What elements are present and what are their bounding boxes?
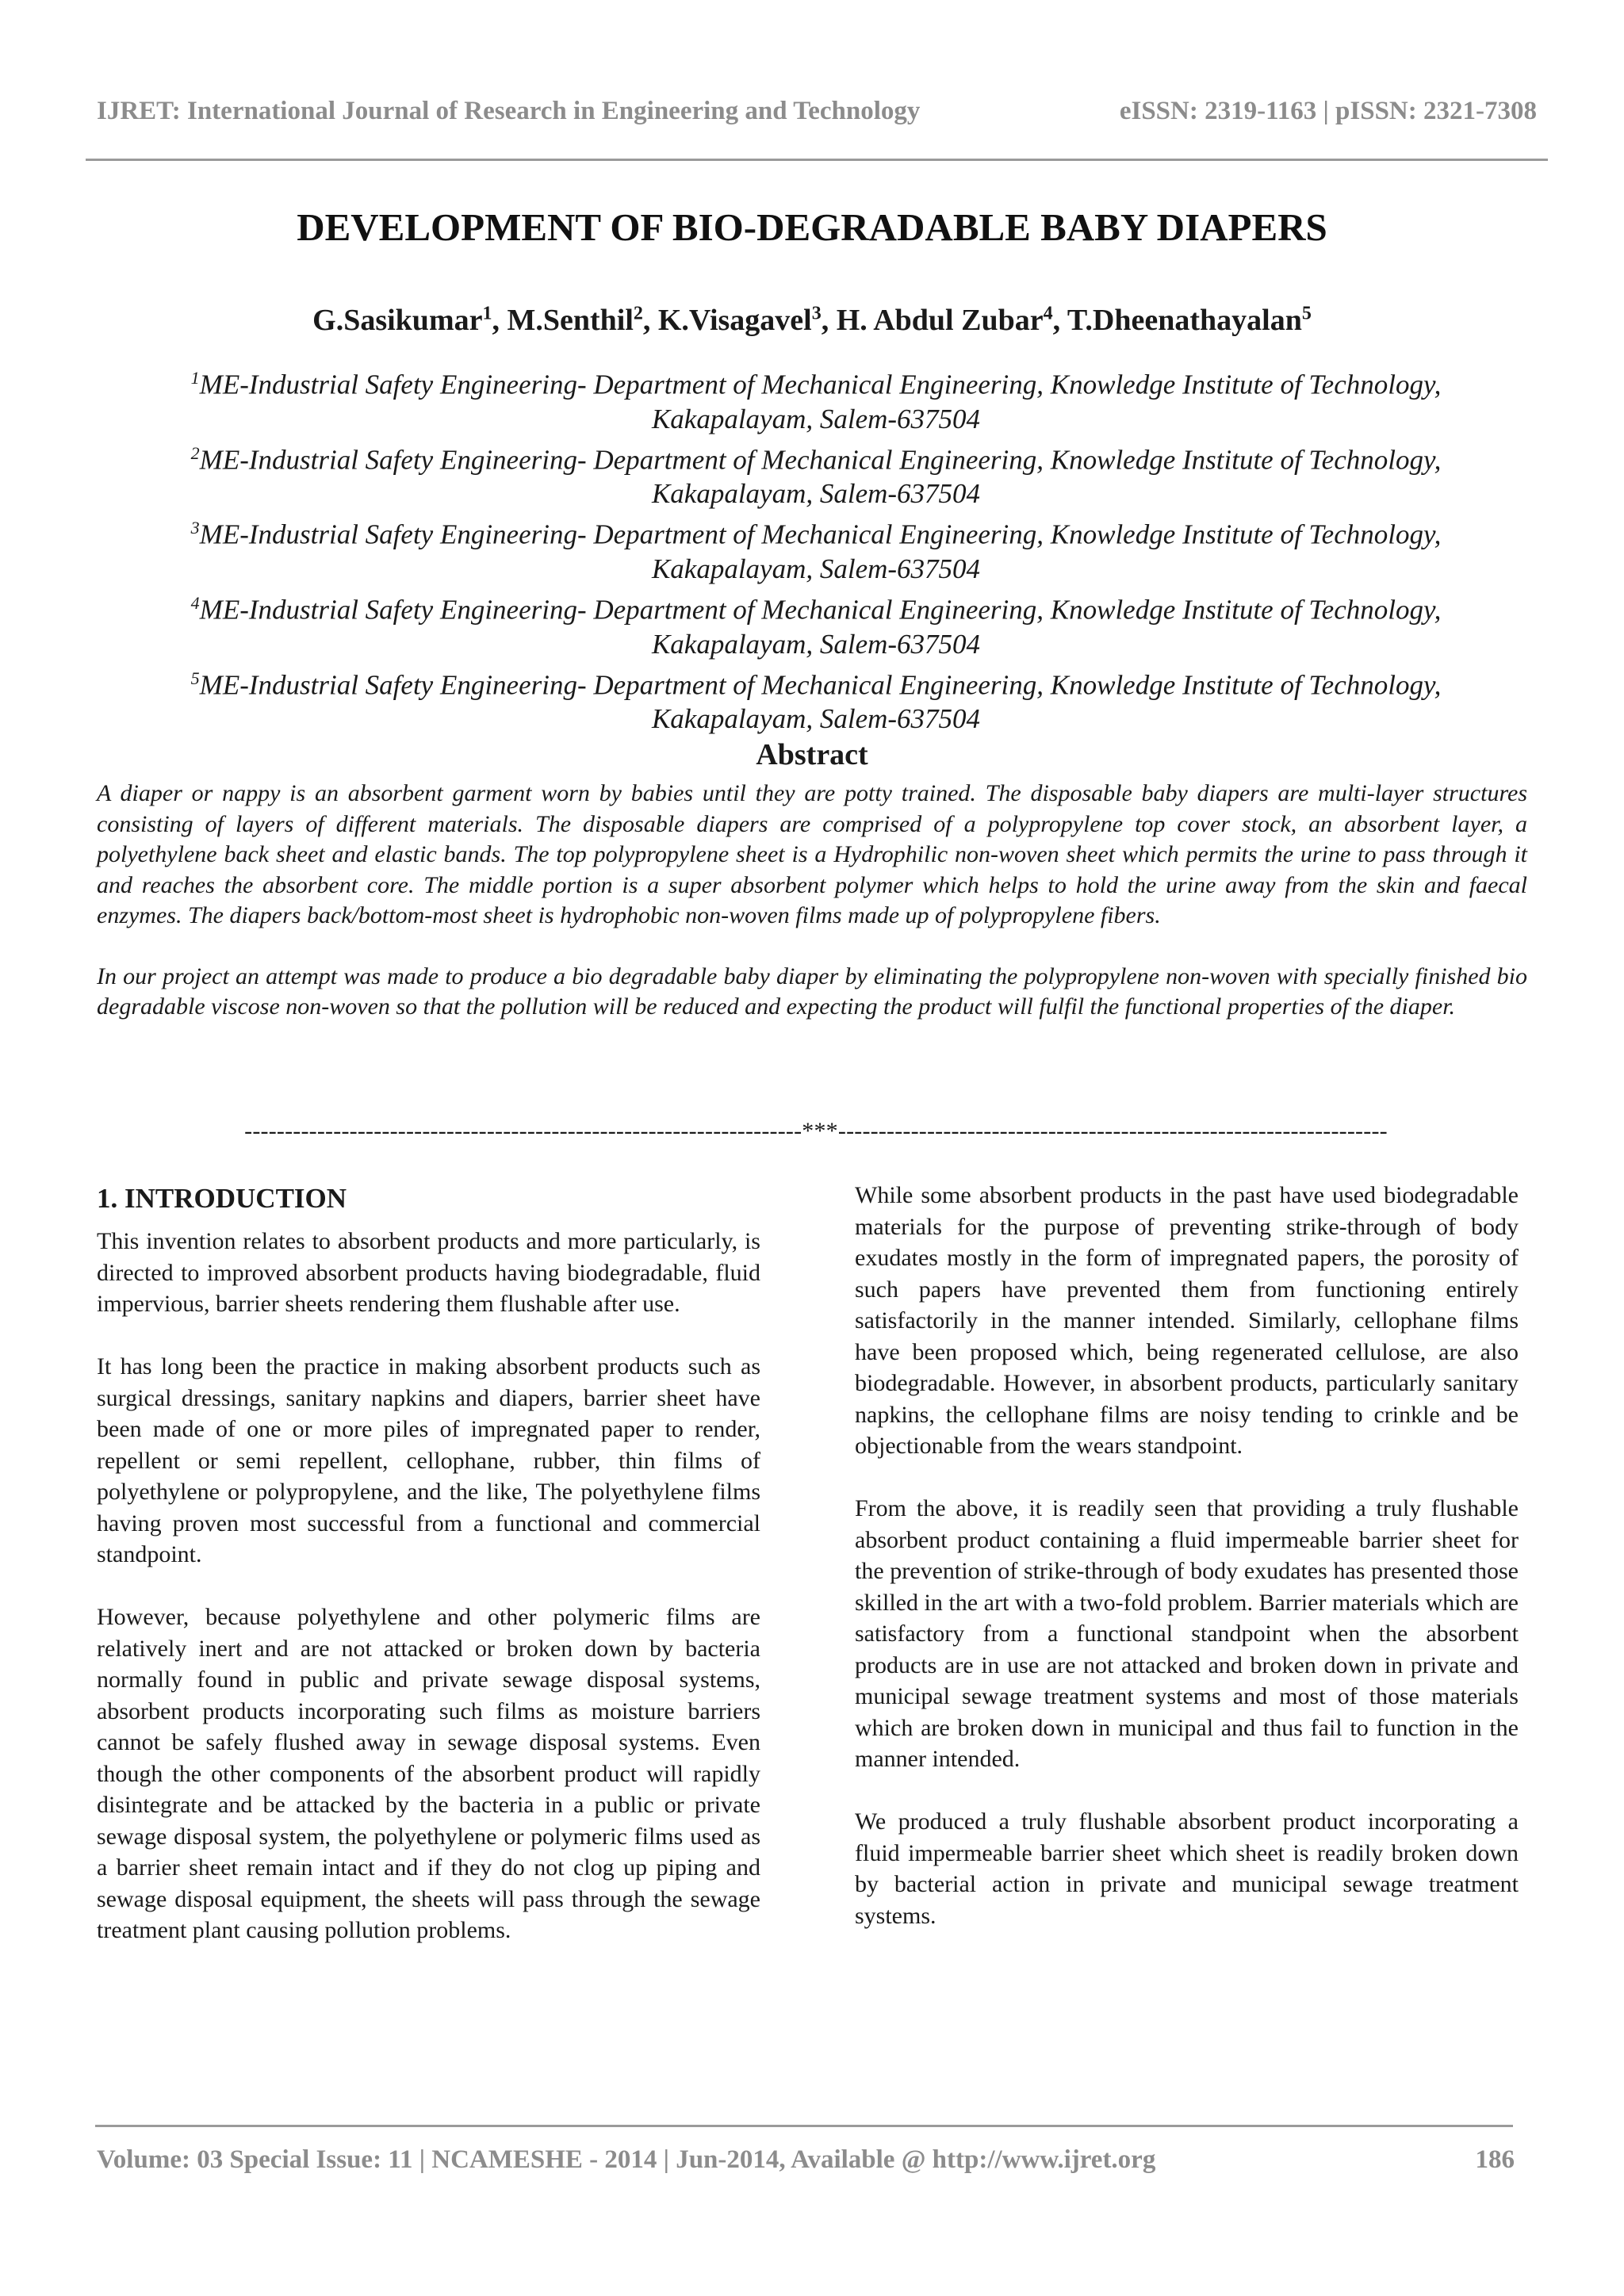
body-paragraph: However, because polyethylene and other polymeric films are relatively inert and are not attacked or broken down by bacteria normally found in public and private sewage disposal systems, absorbent products incorporating such films as moisture barriers cannot be safely flushed away in sewage disposal systems. Even though the other components of the absorbent product will rapidly disintegrate and be attacked by the bacteria in a public or private sewage disposal system, the polyethylene or polymeric films used as a barrier sheet remain intact and if they do not clog up piping and sewage disposal equipment, the sheets will pass through the sewage treatment plant causing pollution problems. [97, 1604, 760, 1943]
author-list [0, 303, 1624, 338]
body-paragraph: From the above, it is readily seen that providing a truly flushable absorbent product containing a fluid impermeable barrier sheet for the prevention of strike-through of body exudates has presented those skilled in the art with a two-fold problem. Barrier materials which are satisfactory from a functional standpoint when the absorbent products are in use are not attacked and broken down in private and municipal sewage treatment systems and most of those materials which are broken down in municipal and thus fail to function in the manner intended. [855, 1495, 1519, 1772]
running-footer [97, 2145, 1515, 2175]
author-affil-sup: 5 [1301, 303, 1312, 324]
right-column [855, 1180, 1519, 1963]
affiliation [95, 511, 1537, 586]
affiliation [95, 661, 1537, 737]
affiliation-line: Kakapalayam, Salem-637504 [651, 403, 981, 434]
author-separator: , [642, 304, 658, 337]
paper-title: DEVELOPMENT OF BIO-DEGRADABLE BABY DIAPERS [297, 205, 1327, 249]
author-separator: , [1052, 304, 1067, 337]
affiliation-line: ME-Industrial Safety Engineering- Department of Mechanical Engineering, Knowledge Institute of Technology, [199, 669, 1442, 701]
author: T.Dheenathayalan [1067, 304, 1302, 337]
section-separator: ---------------------------------------------------------------------***-------------------------------------------------------------------- [244, 1118, 1388, 1144]
abstract-body [97, 779, 1527, 1053]
body-paragraph: While some absorbent products in the past have used biodegradable materials for the purpose of preventing strike-through of body exudates mostly in the form of impregnated papers, the porosity of such papers have prevented them from functioning entirely satisfactorily in the manner intended. Similarly, cellophane films have been proposed which, being regenerated cellulose, are also biodegradable. However, in absorbent products, particularly sanitary napkins, the cellophane films are noisy tending to crinkle and be objectionable from the wears standpoint. [855, 1182, 1519, 1459]
affiliation-line: Kakapalayam, Salem-637504 [651, 703, 981, 735]
affiliation-line: ME-Industrial Safety Engineering- Department of Mechanical Engineering, Knowledge Institute of Technology, [199, 369, 1442, 400]
author: G.Sasikumar [312, 304, 483, 337]
body-paragraph: It has long been the practice in making absorbent products such as surgical dressings, sanitary napkins and diapers, barrier sheet have been made of one or more piles of impregnated paper to render, repellent or semi repellent, cellophane, rubber, thin films of polyethylene or polypropylene, and the like, The polyethylene films having proven most successful from a functional and commercial standpoint. [97, 1353, 760, 1567]
affiliation-sup: 4 [190, 592, 200, 613]
affiliation-sup: 1 [190, 368, 200, 388]
affiliation [95, 586, 1537, 661]
abstract-paragraph: In our project an attempt was made to produce a bio degradable baby diaper by eliminating the polypropylene non-woven with specially finished bio degradable viscose non-woven so that the pollution will be reduced and expecting the product will fulfil the functional properties of the diaper. [97, 962, 1527, 1020]
abstract-heading: Abstract [756, 738, 868, 771]
abstract-paragraph: A diaper or nappy is an absorbent garment worn by babies until they are potty trained. The disposable baby diapers are multi-layer structures consisting of layers of different materials. The disposable diapers are comprised of a polypropylene top cover stock, an absorbent layer, a polyethylene back sheet and elastic bands. The top polypropylene sheet is a Hydrophilic non-woven sheet which permits the urine to pass through it and reaches the absorbent core. The middle portion is a super absorbent polymer which helps to hold the urine away from the skin and faecal enzymes. The diapers back/bottom-most sheet is hydrophobic non-woven films made up of polypropylene fibers. [97, 780, 1527, 928]
affiliation [95, 361, 1537, 436]
left-column [97, 1181, 760, 1977]
affiliation-line: ME-Industrial Safety Engineering- Department of Mechanical Engineering, Knowledge Institute of Technology, [199, 444, 1442, 476]
body-paragraph: This invention relates to absorbent products and more particularly, is directed to improved absorbent products having biodegradable, fluid impervious, barrier sheets rendering them flushable after use. [97, 1228, 760, 1317]
author: M.Senthil [507, 304, 634, 337]
affiliation-line: Kakapalayam, Salem-637504 [651, 478, 981, 510]
affiliation-line: ME-Industrial Safety Engineering- Department of Mechanical Engineering, Knowledge Institute of Technology, [199, 519, 1442, 550]
author-affil-sup: 4 [1043, 303, 1053, 324]
footer-citation: Volume: 03 Special Issue: 11 | NCAMESHE - 2014 | Jun-2014, Available @ http://www.ijret.org [97, 2145, 1156, 2174]
affiliation-sup: 3 [190, 518, 200, 538]
author-affil-sup: 2 [633, 303, 643, 324]
author-separator: , [492, 304, 508, 337]
running-header [97, 97, 1537, 126]
header-rule [86, 159, 1548, 161]
body-paragraph: We produced a truly flushable absorbent product incorporating a fluid impermeable barrier sheet which sheet is readily broken down by bacterial action in private and municipal sewage treatment systems. [855, 1808, 1519, 1929]
section-heading: 1. INTRODUCTION [97, 1183, 347, 1214]
journal-name: IJRET: International Journal of Research in Engineering and Technology [97, 97, 921, 125]
author: K.Visagavel [657, 304, 812, 337]
affiliation [95, 436, 1537, 511]
affiliation-line: ME-Industrial Safety Engineering- Department of Mechanical Engineering, Knowledge Institute of Technology, [199, 594, 1442, 626]
author: H. Abdul Zubar [836, 304, 1044, 337]
affiliation-list [95, 361, 1537, 736]
page-number: 186 [1475, 2145, 1515, 2174]
author-separator: , [821, 304, 837, 337]
footer-rule [95, 2125, 1513, 2127]
affiliation-sup: 5 [190, 668, 200, 688]
affiliation-line: Kakapalayam, Salem-637504 [651, 553, 981, 584]
author-affil-sup: 1 [482, 303, 492, 324]
affiliation-sup: 2 [190, 442, 200, 463]
issn: eISSN: 2319-1163 | pISSN: 2321-7308 [1119, 97, 1537, 125]
author-affil-sup: 3 [811, 303, 822, 324]
affiliation-line: Kakapalayam, Salem-637504 [651, 628, 981, 660]
